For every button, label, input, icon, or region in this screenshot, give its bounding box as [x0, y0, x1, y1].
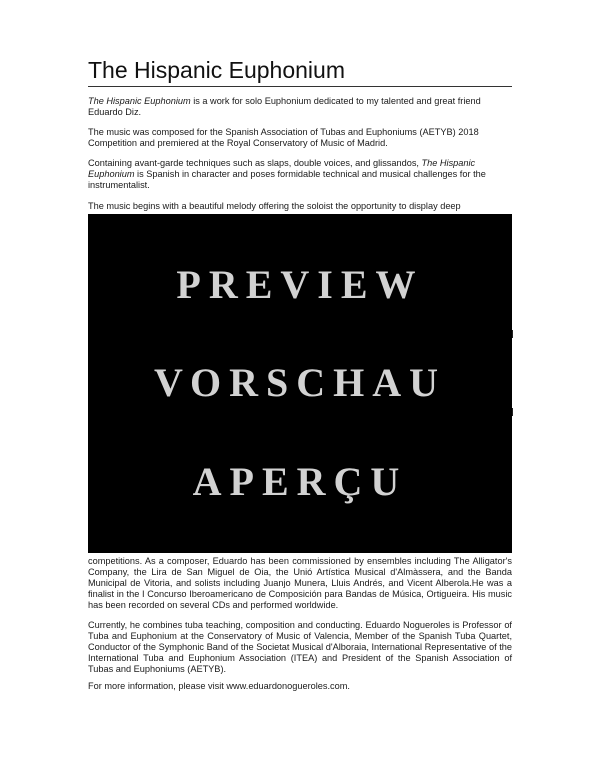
melody-paragraph-partial: The music begins with a beautiful melody offering the soloist the opportunity to display deep [88, 201, 461, 211]
biography-paragraph-partial: competitions. As a composer, Eduardo has been commissioned by ensembles including The Alligator's Company, the Lira de San Miguel de Oia, the Unió Artística Musical d'Almàssera, and the Banda Municipal de Vitoria, and solists including Juanjo Munera, Lluis Andrés, and Vicent Alberola.He was a finalist in the I Concurso Iberoamericano de Composición para Bandas de Música, Ortigueira. His music has been recorded on several CDs and performed worldwide. [88, 556, 512, 610]
techniques-text-before: Containing avant-garde techniques such as slaps, double voices, and glissandos, [88, 158, 422, 168]
watermark-preview-text: PREVIEW [176, 262, 424, 308]
page-title: The Hispanic Euphonium [88, 56, 512, 87]
watermark-vorschau-text: VORSCHAU [153, 360, 447, 406]
more-info-paragraph: For more information, please visit www.eduardonogueroles.com. [88, 681, 350, 691]
current-activities-paragraph: Currently, he combines tuba teaching, composition and conducting. Eduardo Nogueroles is Professor of Tuba and Euphonium at the Conservatory of Music of Valencia, Member of the Spanish Tuba Quartet, Conductor of the Symphonic Band of the Societat Musical d'Alboraia, International Representative of the International Tuba and Euphonium Association (ITEA) and President of the Spanish Association of Tubas and Euphoniums (AETYB). [88, 620, 512, 674]
composition-paragraph: The music was composed for the Spanish Association of Tubas and Euphoniums (AETYB) 2018 Competition and premiered at the Royal Conservatory of Music of Madrid. [88, 127, 479, 148]
intro-paragraph [88, 96, 512, 118]
techniques-text-after: is Spanish in character and poses formidable technical and musical challenges for the instrumentalist. [88, 169, 486, 190]
preview-watermark [88, 214, 512, 553]
work-title-italic: The Hispanic Euphonium [88, 96, 191, 106]
watermark-apercu-text: APERÇU [192, 458, 408, 504]
techniques-paragraph [88, 158, 512, 191]
intro-text: is a work for solo Euphonium dedicated to my talented and great friend Eduardo Diz. [88, 96, 481, 117]
work-title-italic: The Hispanic Euphonium [88, 158, 476, 179]
